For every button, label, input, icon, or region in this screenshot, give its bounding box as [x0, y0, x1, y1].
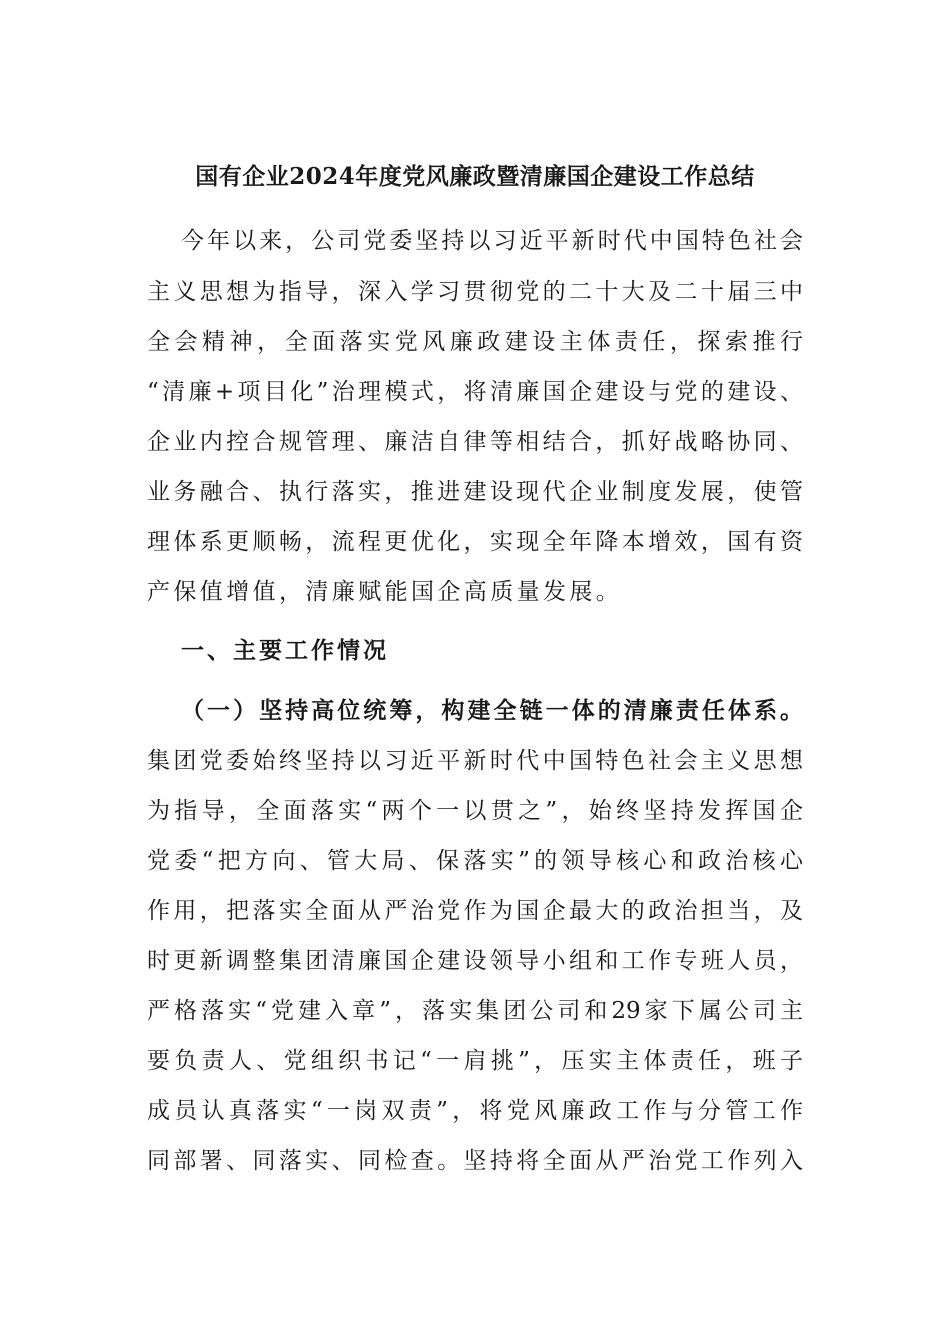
- body-line: 严格落实“党建入章”，落实集团公司和29家下属公司主: [147, 998, 803, 1024]
- intro-line: 理体系更顺畅，流程更优化，实现全年降本增效，国有资: [147, 529, 803, 555]
- document-title: 国有企业2024年度党风廉政暨清廉国企建设工作总结: [195, 163, 755, 190]
- body-line: 为指导，全面落实“两个一以贯之”，始终坚持发挥国企: [147, 798, 803, 824]
- intro-line: 产保值增值，清廉赋能国企高质量发展。: [147, 579, 623, 605]
- intro-line: 今年以来，公司党委坚持以习近平新时代中国特色社会: [181, 228, 803, 254]
- intro-line: 企业内控合规管理、廉洁自律等相结合，抓好战略协同、: [147, 429, 803, 455]
- intro-line: 全会精神，全面落实党风廉政建设主体责任，探索推行: [147, 329, 803, 355]
- body-line: 时更新调整集团清廉国企建设领导小组和工作专班人员，: [147, 948, 803, 974]
- body-line: 作用，把落实全面从严治党作为国企最大的政治担当，及: [147, 898, 803, 924]
- subsection-heading: （一）坚持高位统筹，构建全链一体的清廉责任体系。: [181, 697, 803, 724]
- intro-line: 主义思想为指导，深入学习贯彻党的二十大及二十届三中: [147, 279, 803, 305]
- body-line: 党委“把方向、管大局、保落实”的领导核心和政治核心: [147, 848, 803, 874]
- body-line: 成员认真落实“一岗双责”，将党风廉政工作与分管工作: [147, 1098, 803, 1124]
- intro-line: 业务融合、执行落实，推进建设现代企业制度发展，使管: [147, 479, 803, 505]
- body-line: 集团党委始终坚持以习近平新时代中国特色社会主义思想: [147, 748, 803, 774]
- intro-line: “清廉+项目化”治理模式，将清廉国企建设与党的建设、: [147, 379, 803, 405]
- body-line: 要负责人、党组织书记“一肩挑”，压实主体责任，班子: [147, 1048, 803, 1074]
- section-heading: 一、主要工作情况: [181, 637, 389, 664]
- body-line: 同部署、同落实、同检查。坚持将全面从严治党工作列入: [147, 1148, 803, 1174]
